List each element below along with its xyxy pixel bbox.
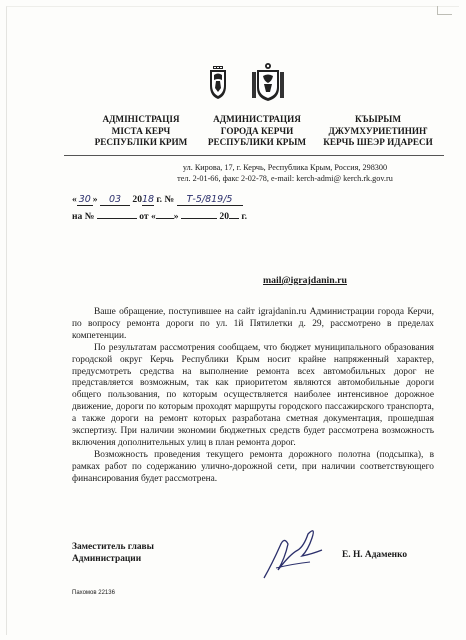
reference-number-label: № [164,194,175,205]
org-ru-line-2: ГОРОДА КЕРЧИ [220,125,294,136]
from-year-prefix: 20 [219,211,229,222]
from-label: от « [139,211,156,222]
crimea-coat-of-arms-icon [250,62,286,102]
signatory-position-line-1: Заместитель главы [72,542,154,552]
reference-year-prefix: 20 [132,194,142,205]
org-name-russian [195,114,319,149]
org-ru-line-1: АДМИНИСТРАЦИЯ [213,114,301,124]
address-line: ул. Кирова, 17, г. Керчь, Республика Крым, Россия, 298300 [182,163,388,172]
reference-year-label: г. [156,194,163,205]
body-paragraph-1: Ваше обращение, поступившее на сайт igrajdanin.ru Администрации города Керчи, по вопросу ремонта дороги по ул. 1й Пятилетки д. 29, рассмотрено в пределах компетенции. [72,307,434,341]
org-crh-line-3: КЕРЧЬ ШЕЭР ИДАРЕСИ [323,137,433,147]
contact-line: тел. 2-01-66, факс 2-02-78, e-mail: kerch-admi@ kerch.rk.gov.ru [177,174,393,183]
signatory-position-line-2: Администрации [72,553,142,564]
reference-year-suffix: 18 [142,194,155,205]
org-ru-line-3: РЕСПУБЛИКИ КРЫМ [207,137,307,147]
kerch-coat-of-arms-icon [207,66,229,100]
header-divider [64,155,444,156]
from-year-label: г. [241,211,248,222]
org-name-crimean-tatar [316,114,440,149]
org-ua-line-3: РЕСПУБЛІКИ КРИМ [94,137,188,147]
signatory-position [72,542,154,565]
org-ua-line-2: МІСТА КЕРЧ [111,125,171,136]
letter-body [72,307,434,486]
outgoing-reference-line [72,194,243,206]
close-quote: » [92,194,98,205]
reference-number: Т-5/819/5 [186,194,233,205]
body-paragraph-2: По результатам рассмотрения сообщаем, что бюджет муниципального образования городской округ Керчь Республики Крым носит крайне напряженный характер, предусмотреть средства на выполнение ремонта всех автомобильных дорог не представляется возможным, так как приоритетом являются автомобильные дороги общего пользования, по которым осуществляется наиболее интенсивное дорожное движение, дороги по которым проходят маршруты городского пассажирского транспорта, а также дороги на ремонт которых разработана сметная документация, прошедшая экспертизу. При наличии экономии бюджетных средств будет рассмотрена возможность включения дополнительных улиц в план ремонта дорог. [72,342,434,448]
scan-corner-mark [437,6,452,15]
reference-day: 30 [78,194,91,205]
on-number-label: на № [72,211,95,222]
org-name-ukrainian [79,114,203,149]
org-crh-line-2: ДЖУМХУРИЕТИНИҤ [328,125,428,136]
org-crh-line-1: КЪЫРЫМ [354,114,402,124]
open-quote: « [72,194,77,205]
signatory-name: Е. Н. Адаменко [342,550,408,560]
org-ua-line-1: АДМІНІСТРАЦІЯ [102,114,180,124]
handwritten-signature-icon [258,524,328,589]
incoming-reference-line [72,207,247,222]
reference-month: 03 [108,194,122,205]
executor-note: Пахомов 22136 [72,590,115,596]
from-close-quote: » [173,211,179,222]
recipient-email: mail@igrajdanin.ru [263,275,347,286]
body-paragraph-3: Возможность проведения текущего ремонта дорожного полотна (подсыпка), в рамках работ по содержанию улично-дорожной сети, при наличии соответствующего финансирования будет рассмотрена. [72,449,434,484]
